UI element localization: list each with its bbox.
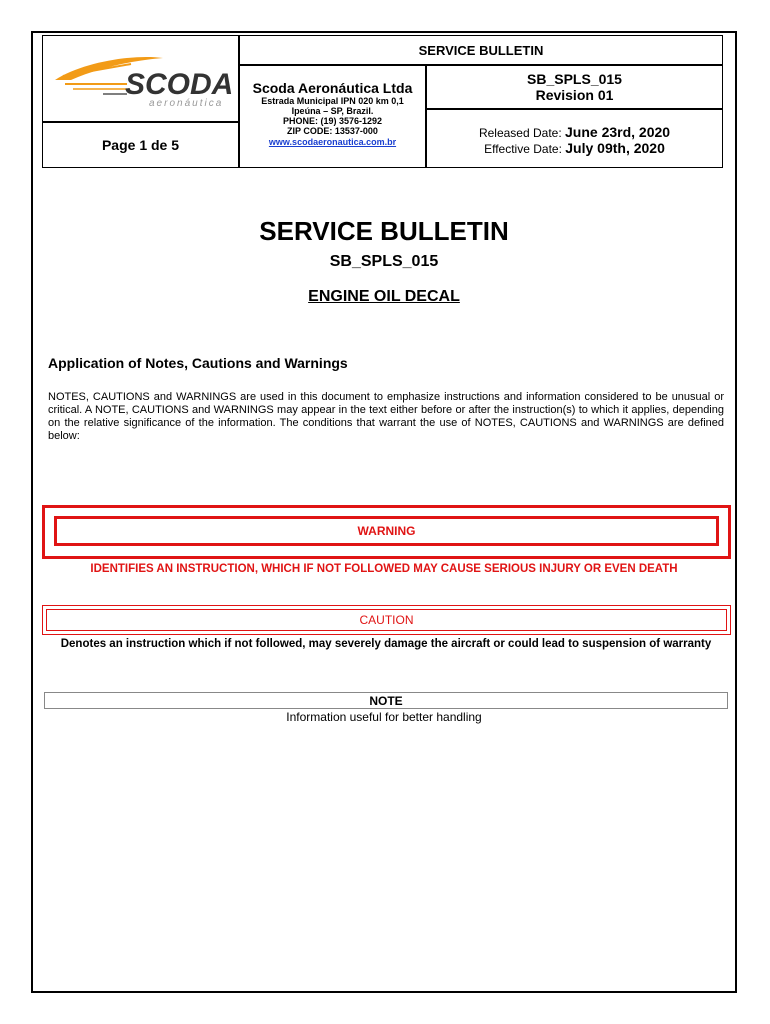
note-text: Information useful for better handling [286, 710, 482, 724]
section-heading: Application of Notes, Cautions and Warnings [48, 355, 348, 371]
intro-paragraph: NOTES, CAUTIONS and WARNINGS are used in this document to emphasize instructions and information considered to be unusual or critical. A NOTE, CAUTIONS and WARNINGS may appear in the text either before or after the instruction(s) to which it applies, depending on the relative significance of the information. The conditions that warrant the use of NOTES, CAUTIONS and WARNINGS are defined below: [48, 391, 724, 442]
warning-text: IDENTIFIES AN INSTRUCTION, WHICH IF NOT FOLLOWED MAY CAUSE SERIOUS INJURY OR EVEN DEATH [90, 563, 678, 575]
bulletin-number-cell [426, 65, 723, 109]
header-table [33, 33, 735, 169]
company-zip: ZIP CODE: 13537-000 [287, 126, 378, 136]
revision: Revision 01 [535, 87, 614, 103]
caution-box [42, 605, 731, 635]
company-name: Scoda Aeronáutica Ltda [252, 80, 413, 96]
bulletin-subtitle: SB_SPLS_015 [329, 253, 439, 270]
caution-text: Denotes an instruction which if not followed, may severely damage the aircraft or could lead to suspension of warranty [60, 638, 712, 650]
company-address-2: Ipeúna – SP, Brazil. [291, 106, 374, 116]
warning-box [42, 505, 731, 559]
logo-sub: aeronáutica [149, 98, 224, 109]
warning-label: WARNING [54, 516, 719, 546]
note-label: NOTE [44, 692, 728, 709]
effective-label: Effective Date: [484, 142, 562, 156]
bulletin-number: SB_SPLS_015 [527, 71, 622, 87]
company-website-link[interactable]: www.scodaeronautica.com.br [268, 137, 397, 147]
released-label: Released Date: [478, 126, 562, 140]
caution-label: CAUTION [46, 609, 727, 631]
decal-title: ENGINE OIL DECAL [308, 288, 460, 305]
document-page [31, 31, 737, 993]
effective-date: July 09th, 2020 [565, 140, 665, 156]
company-address-1: Estrada Municipal IPN 020 km 0,1 [261, 96, 404, 106]
doc-type-title: SERVICE BULLETIN [239, 35, 723, 65]
logo-brand: SCODA [125, 68, 234, 101]
company-logo [42, 35, 239, 122]
page-number: Page 1 de 5 [42, 122, 239, 168]
company-info [239, 65, 426, 168]
dates-cell [426, 109, 723, 168]
company-phone: PHONE: (19) 3576-1292 [282, 116, 383, 126]
main-title: SERVICE BULLETIN [259, 216, 509, 246]
released-date: June 23rd, 2020 [565, 124, 671, 140]
